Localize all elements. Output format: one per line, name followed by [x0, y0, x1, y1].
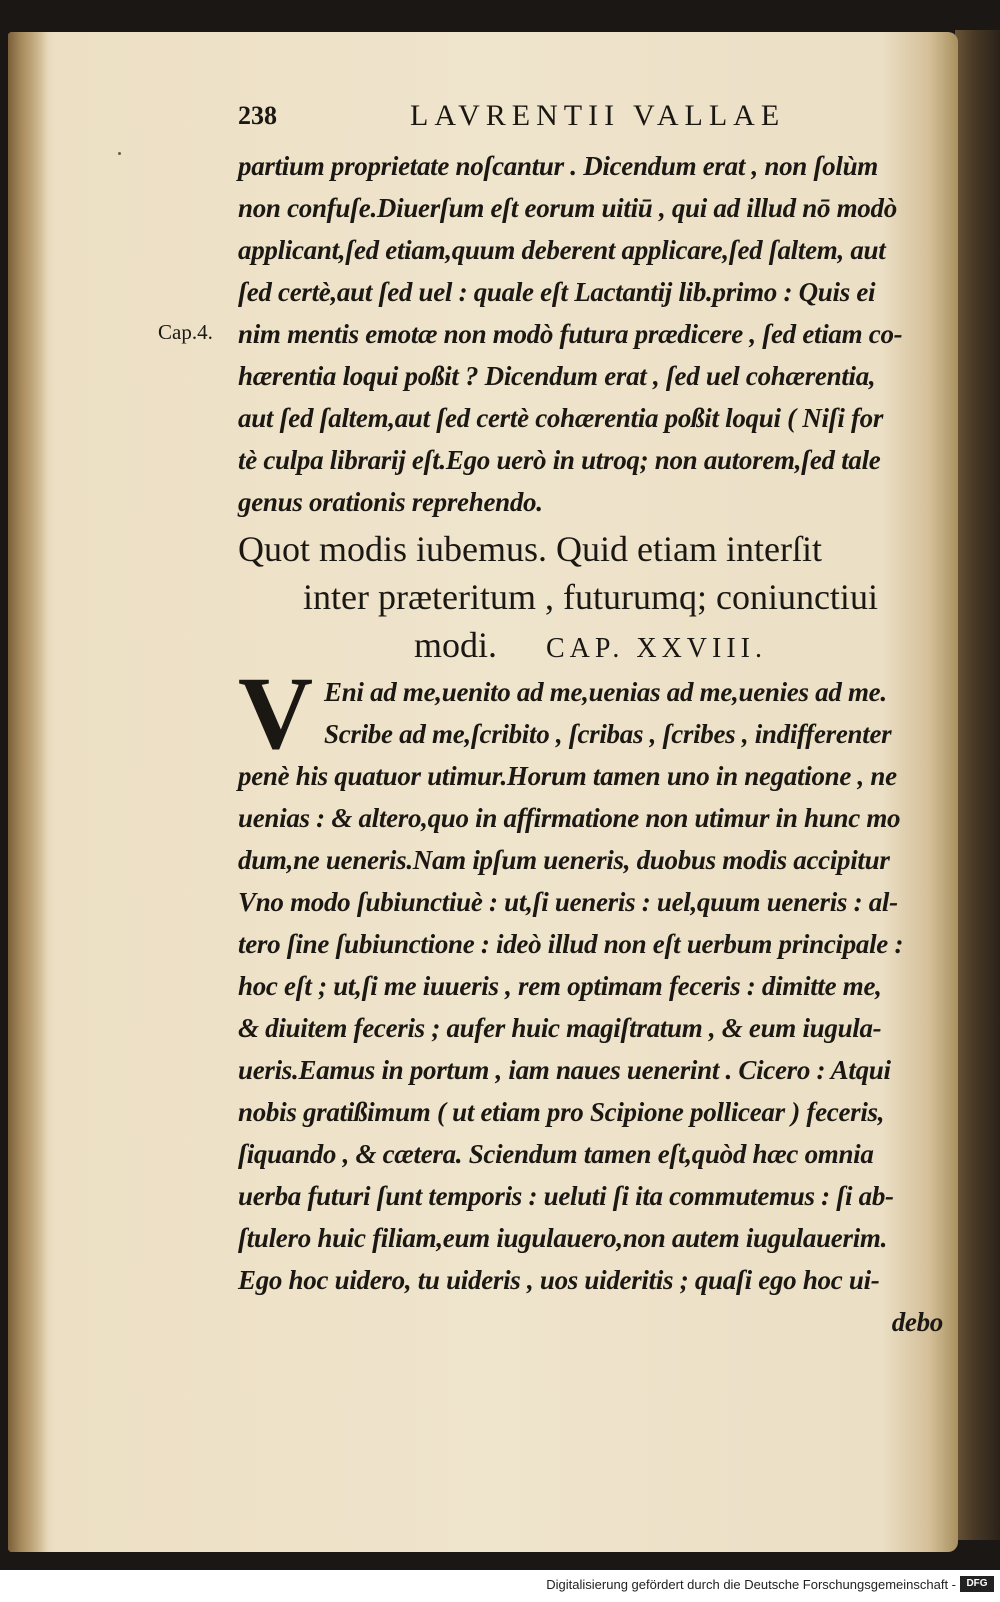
text-line: ueris.Eamus in portum , iam naues uenerint . Cicero : Atqui: [238, 1055, 891, 1085]
text-line: penè his quatuor utimur.Horum tamen uno in negatione , ne: [238, 761, 897, 791]
text-line: dum,ne ueneris.Nam ipſum ueneris, duobus modis accipitur: [238, 845, 890, 875]
drop-capital: V: [238, 656, 314, 771]
chapter-heading: [238, 527, 943, 671]
page-number: 238: [238, 101, 277, 130]
running-head: [238, 95, 943, 145]
page-text: [238, 95, 943, 1343]
chapter-heading-line: inter præteritum , futurumq; coniunctiui: [303, 577, 878, 617]
text-line: partium proprietate noſcantur . Dicendum erat , non ſolùm: [238, 151, 878, 181]
binding-gutter: [8, 32, 48, 1552]
text-line: Scribe ad me,ſcribito , ſcribas , ſcribes , indifferenter: [324, 719, 892, 749]
text-line: Eni ad me,uenito ad me,uenias ad me,uenies ad me.: [324, 677, 887, 707]
paragraph-top: [238, 145, 943, 523]
chapter-heading-line: [238, 623, 943, 671]
text-line: applicant,ſed etiam,quum deberent applicare,ſed ſaltem, aut: [238, 235, 886, 265]
paragraph-dropcap: [238, 656, 943, 771]
chapter-heading-line: Quot modis iubemus. Quid etiam interſit: [238, 529, 822, 569]
text-line: genus orationis reprehendo.: [238, 487, 543, 517]
text-line: uenias : & altero,quo in affirmatione non utimur in hunc mo: [238, 803, 901, 833]
chapter-number: CAP. XXVIII.: [546, 633, 767, 664]
text-line: hærentia loqui poßit ? Dicendum erat , ſed uel cohærentia,: [238, 361, 876, 391]
text-line: tero ſine ſubiunctione : ideò illud non eſt uerbum principale :: [238, 929, 904, 959]
text-line: hoc eſt ; ut,ſi me iuueris , rem optimam feceris : dimitte me,: [238, 971, 882, 1001]
paragraph-bottom: [238, 755, 943, 1343]
chapter-heading-end: modi.: [413, 625, 497, 665]
running-title: LAVRENTII VALLAE: [410, 99, 786, 132]
dfg-logo: DFG: [960, 1576, 994, 1592]
book-page-edges: [955, 30, 1000, 1540]
text-line: Ego hoc uidero, tu uideris , uos uideritis ; quaſi ego hoc ui-: [238, 1265, 880, 1295]
funding-credit: Digitalisierung gefördert durch die Deutsche Forschungsgemeinschaft -: [546, 1577, 956, 1592]
text-line: aut ſed ſaltem,aut ſed certè cohærentia poßit loqui ( Niſi for: [238, 403, 884, 433]
catchword: debo: [891, 1307, 943, 1337]
text-line: nobis gratißimum ( ut etiam pro Scipione pollicear ) feceris,: [238, 1097, 885, 1127]
footer-bar: [0, 1570, 1000, 1602]
text-line: non confuſe.Diuerſum eſt eorum uitiū , qui ad illud nō modò: [238, 193, 897, 223]
text-line: ſtulero huic filiam,eum iugulauero,non autem iugulauerim.: [238, 1223, 888, 1253]
text-line: uerba futuri ſunt temporis : ueluti ſi ita commutemus : ſi ab-: [238, 1181, 894, 1211]
text-line: tè culpa librarij eſt.Ego uerò in utroq; non autorem,ſed tale: [238, 445, 881, 475]
text-line: ſiquando , & cætera. Sciendum tamen eſt,quòd hæc omnia: [238, 1139, 874, 1169]
text-line: & diuitem feceris ; aufer huic magiſtratum , & eum iugula-: [238, 1013, 882, 1043]
paper-speck: [118, 152, 121, 155]
text-line: nim mentis emotæ non modò futura prædicere , ſed etiam co-: [238, 319, 903, 349]
text-line: ſed certè,aut ſed uel : quale eſt Lactantij lib.primo : Quis ei: [238, 277, 876, 307]
margin-note: Cap.4.: [158, 320, 213, 344]
text-line: Vno modo ſubiunctiuè : ut,ſi ueneris : uel,quum ueneris : al-: [238, 887, 898, 917]
